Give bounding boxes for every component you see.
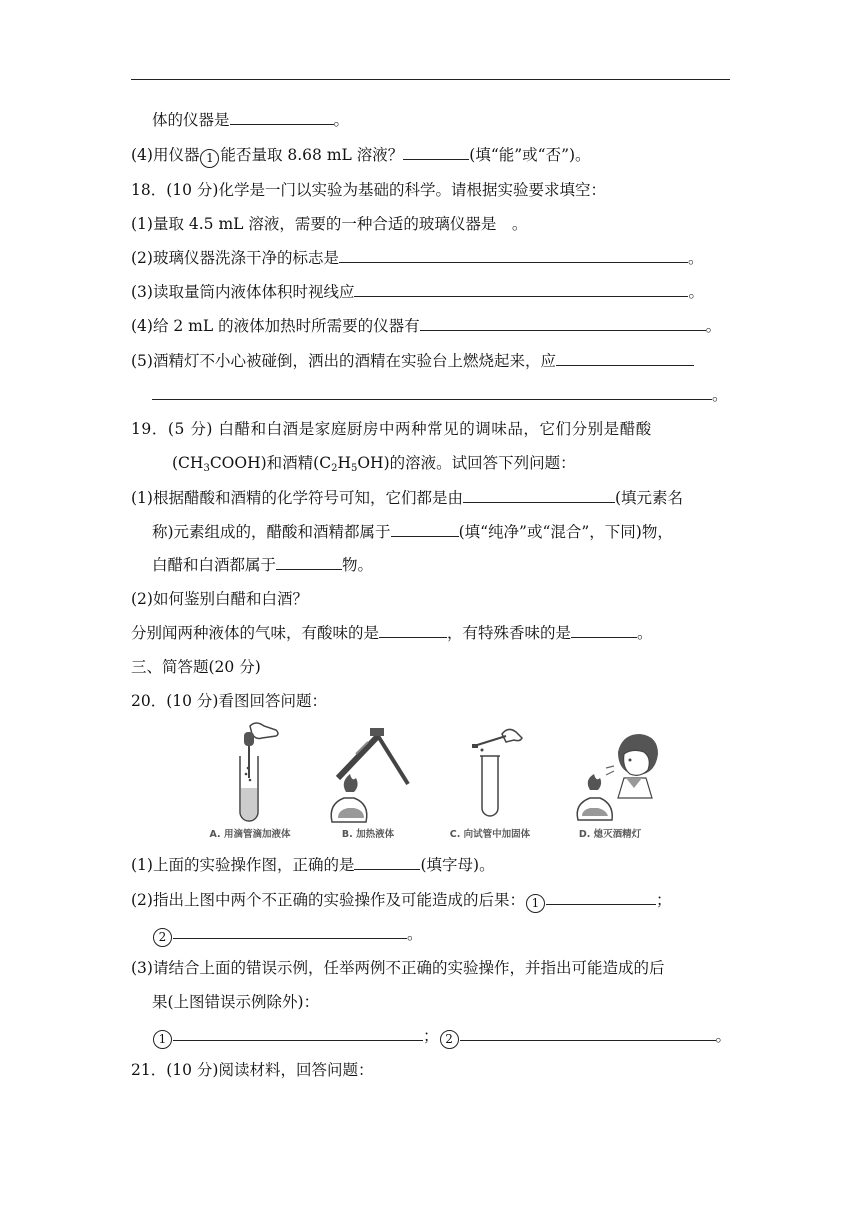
q18-5: (5)酒精灯不小心被碰倒，洒出的酒精在实验台上燃烧起来，应 bbox=[131, 349, 731, 373]
q19-2: (2)如何鉴别白醋和白酒？ bbox=[131, 590, 308, 608]
circled-number-icon: 1 bbox=[200, 149, 219, 168]
answer-blank[interactable] bbox=[556, 349, 694, 366]
q18-4: (4)给 2 mL 的液体加热时所需要的仪器有 。 bbox=[131, 314, 731, 338]
q20-2: (2)指出上图中两个不正确的实验操作及可能造成的后果： 1 ； bbox=[131, 888, 731, 913]
circled-number-icon: 2 bbox=[153, 928, 172, 947]
q20-3: (3)请结合上面的错误示例，任举两例不正确的实验操作，并指出可能造成的后 bbox=[131, 959, 665, 977]
answer-blank[interactable] bbox=[276, 553, 342, 570]
figure-c bbox=[430, 718, 550, 843]
q19-1-cont: 称)元素组成的，醋酸和酒精都属于 (填“纯净”或“混合”，下同)物， bbox=[152, 520, 752, 544]
figure-a-caption: A. 用滴管滴加液体 bbox=[209, 829, 291, 840]
answer-blank[interactable] bbox=[460, 1024, 716, 1041]
answer-blank[interactable] bbox=[173, 1024, 423, 1041]
test-tube-solid-icon bbox=[430, 718, 550, 826]
blow-out-lamp-icon bbox=[550, 718, 670, 826]
figure-c-caption: C. 向试管中加固体 bbox=[449, 829, 531, 840]
answer-blank[interactable] bbox=[152, 383, 712, 400]
q18-3: (3)读取量筒内液体体积时视线应 。 bbox=[131, 280, 731, 304]
answer-blank[interactable] bbox=[354, 853, 420, 870]
circled-number-icon: 1 bbox=[153, 1030, 172, 1049]
q19-title: 19．(5 分) 白醋和白酒是家庭厨房中两种常见的调味品，它们分别是醋酸 bbox=[131, 420, 652, 438]
answer-blank[interactable] bbox=[230, 108, 334, 125]
figure-d bbox=[550, 718, 670, 843]
q19-1: (1)根据醋酸和酒精的化学符号可知，它们都是由 (填元素名 bbox=[131, 486, 731, 510]
answer-blank[interactable] bbox=[354, 280, 688, 297]
q20-1: (1)上面的实验操作图，正确的是 (填字母)。 bbox=[131, 853, 731, 877]
q20-3-answers: 1 ； 2 。 bbox=[152, 1024, 752, 1049]
answer-blank[interactable] bbox=[571, 621, 637, 638]
q19-2-answer: 分别闻两种液体的气味，有酸味的是 ，有特殊香味的是 。 bbox=[131, 621, 731, 645]
answer-blank[interactable] bbox=[403, 143, 469, 160]
q18-5-cont: 。 bbox=[152, 383, 752, 407]
q20-title: 20．(10 分)看图回答问题： bbox=[131, 692, 327, 710]
q17-4: (4)用仪器 1 能否量取 8.68 mL 溶液？ (填“能”或“否”)。 bbox=[131, 143, 731, 168]
q21-title: 21．(10 分)阅读材料，回答问题： bbox=[131, 1061, 374, 1079]
section-3-title: 三、简答题(20 分) bbox=[131, 658, 261, 676]
answer-blank[interactable] bbox=[546, 888, 656, 905]
circled-number-icon: 2 bbox=[440, 1030, 459, 1049]
figure-b bbox=[308, 718, 428, 843]
dropper-icon bbox=[190, 718, 310, 826]
q19-title-cont: $(CH_3COOH)$和酒精$(C_2H_5OH)$的溶液。试回答下列问题： bbox=[172, 454, 576, 474]
q17-continuation: 体的仪器是 。 bbox=[152, 108, 752, 132]
answer-blank[interactable] bbox=[339, 246, 688, 263]
q18-2: (2)玻璃仪器洗涤干净的标志是 。 bbox=[131, 246, 731, 270]
circled-number-icon: 1 bbox=[526, 894, 545, 913]
figure-a bbox=[190, 718, 310, 843]
experiment-figures bbox=[190, 718, 680, 843]
q18-1: (1)量取 4.5 mL 溶液，需要的一种合适的玻璃仪器是 。 bbox=[131, 215, 528, 233]
q18-title: 18．(10 分)化学是一门以实验为基础的科学。请根据实验要求填空： bbox=[131, 181, 606, 199]
answer-blank[interactable] bbox=[173, 922, 407, 939]
answer-blank[interactable] bbox=[391, 520, 459, 537]
header-rule bbox=[131, 79, 730, 80]
answer-blank[interactable] bbox=[463, 486, 615, 503]
answer-blank[interactable] bbox=[420, 314, 706, 331]
q20-2-cont: 2 。 bbox=[152, 922, 752, 947]
alcohol-lamp-heating-icon bbox=[308, 718, 428, 826]
answer-blank[interactable] bbox=[379, 621, 447, 638]
figure-d-caption: D. 熄灭酒精灯 bbox=[578, 829, 642, 840]
figure-b-caption: B. 加热液体 bbox=[341, 829, 395, 840]
q20-3-cont: 果(上图错误示例除外)： bbox=[152, 993, 320, 1011]
q19-1-cont2: 白醋和白酒都属于 物。 bbox=[152, 553, 752, 577]
